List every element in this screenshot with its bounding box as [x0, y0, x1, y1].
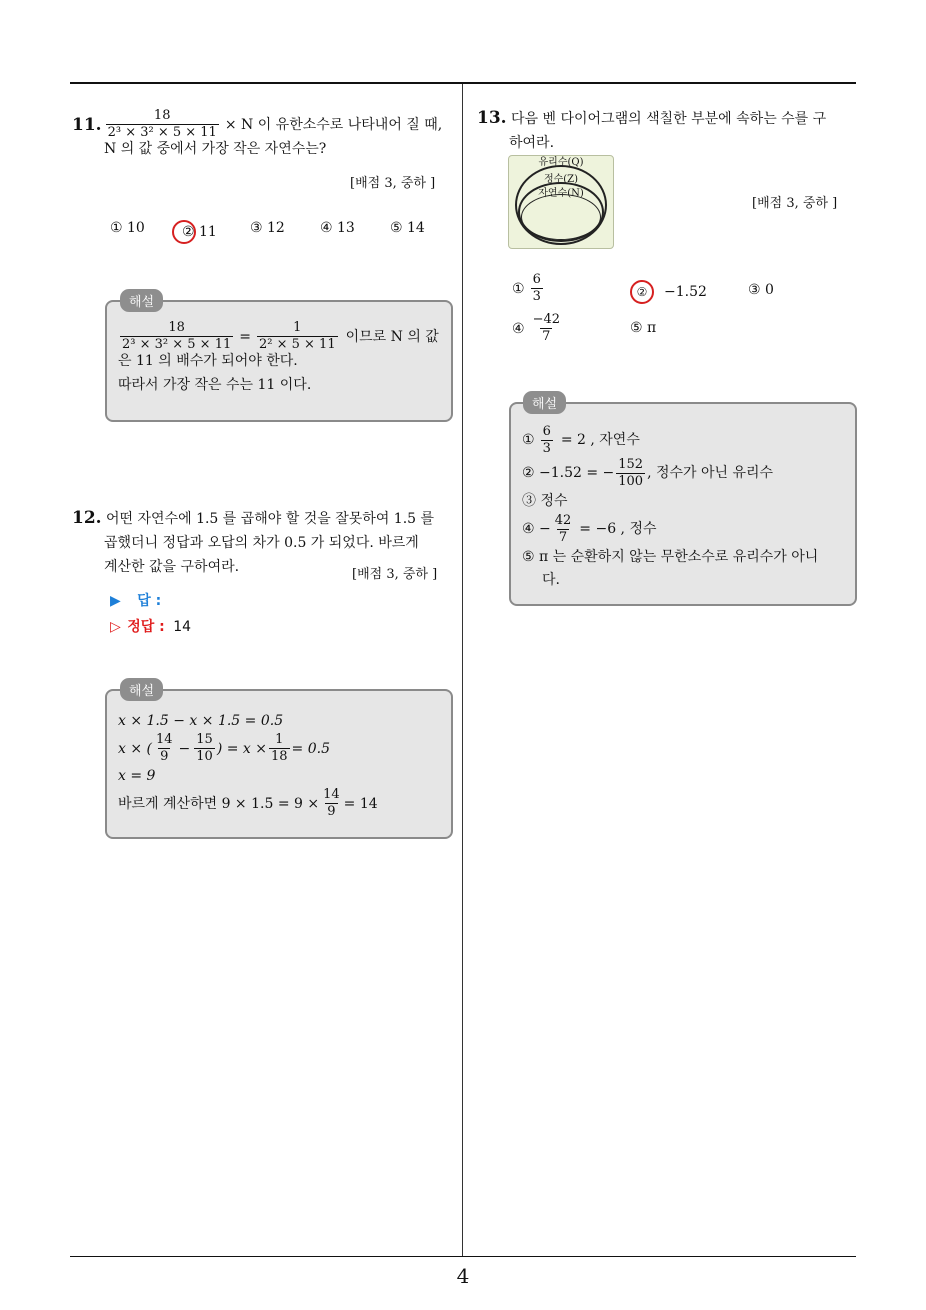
question-text: 계산한 값을 구하여라.	[104, 559, 240, 575]
question-text: 곱했더니 정답과 오답의 차가 0.5 가 되었다. 바르게	[104, 535, 419, 551]
answer-label: 답 :	[137, 593, 162, 609]
question-11	[72, 108, 442, 161]
correct-answer-line	[110, 616, 191, 636]
choice-list	[110, 220, 450, 244]
correct-marker-icon: ▷	[110, 619, 121, 635]
answer-circle-mark: ②	[630, 280, 654, 304]
question-text: 다음 벤 다이어그램의 색칠한 부분에 속하는 수를 구	[511, 111, 827, 127]
question-text: N 의 값 중에서 가장 작은 자연수는?	[104, 141, 327, 157]
score-tag: [배점 3, 중하 ]	[352, 567, 438, 582]
correct-value: 14	[173, 619, 192, 635]
choice-5[interactable]: ⑤ 14	[390, 220, 425, 236]
choice-5[interactable]: ⑤ π	[630, 320, 657, 336]
fraction: $\frac{1}{\text{2² × 5 × 11}}$	[258, 320, 336, 352]
solution-tab: 해설	[120, 678, 163, 701]
choice-4[interactable]: ④ $\frac{-42}{7}$	[512, 312, 560, 344]
fraction: $\frac{18}{\text{2³ × 3² × 5 × 11}}$	[107, 108, 217, 140]
choice-2[interactable]: ② −1.52	[630, 280, 707, 304]
score-tag: [배점 3, 중하 ]	[752, 196, 838, 211]
choice-1[interactable]: ① 10	[110, 220, 145, 236]
correct-label: 정답 :	[127, 619, 165, 635]
solution-tab: 해설	[523, 391, 566, 414]
column-divider	[462, 84, 463, 1256]
venn-label-integer: 정수(Z)	[543, 174, 579, 185]
venn-label-natural: 자연수(N)	[538, 188, 584, 199]
answer-marker-icon: ▶	[110, 593, 121, 609]
venn-ellipse-natural	[521, 194, 601, 240]
score-tag: [배점 3, 중하 ]	[350, 176, 436, 191]
choice-3[interactable]: ③ 0	[748, 282, 774, 298]
question-number: 12.	[72, 508, 102, 528]
choice-3[interactable]: ③ 12	[250, 220, 285, 236]
question-text: × N 이 유한소수로 나타내어 질 때,	[224, 116, 443, 133]
choice-2[interactable]: ② 11	[178, 220, 250, 244]
choice-4[interactable]: ④ 13	[320, 220, 355, 236]
question-number: 13.	[477, 108, 507, 128]
top-rule	[70, 82, 856, 84]
question-text: 하여라.	[509, 135, 555, 151]
bottom-rule	[70, 1256, 856, 1257]
solution-tab: 해설	[120, 289, 163, 312]
question-text: 어떤 자연수에 1.5 를 곱해야 할 것을 잘못하여 1.5 를	[106, 511, 435, 527]
question-13	[477, 106, 857, 155]
venn-diagram	[508, 155, 614, 249]
venn-label-rational: 유리수(Q)	[538, 157, 584, 168]
question-number: 11.	[72, 114, 102, 135]
page-number: 4	[456, 1264, 470, 1288]
solution-body: ① $\frac{6}{3}$ = 2 , 자연수 ② −1.52 = − $\frac{152}{100}$ , 정수가 아닌 유리수 ③ 정수 ④ − $\frac{42}{7}$ = −6 , 정수 ⑤ π 는 순환하지 않는 무한소수로 유리수가 아니 다.	[522, 424, 819, 588]
answer-line	[110, 590, 161, 610]
fraction: $\frac{18}{\text{2³ × 3² × 5 × 11}}$	[122, 320, 232, 352]
choice-1[interactable]: ① $\frac{6}{3}$	[512, 272, 541, 304]
solution-body: x × 1.5̇ − x × 1.5 = 0.5 x × ( $\frac{14}{9}$ − $\frac{15}{10}$ ) = x × $\frac{1}{18}$ = 0.5 x = 9 바르게 계산하면 9 × 1.5̇ = 9 × $\frac{14}{9}$ = 14	[118, 713, 378, 819]
solution-body: $\frac{18}{\text{2³ × 3² × 5 × 11}}$ = $\frac{1}{\text{2² × 5 × 11}}$ 이므로 N 의 값 은 11 의 배수가 되어야 한다. 따라서 가장 작은 수는 11 이다.	[118, 320, 439, 393]
